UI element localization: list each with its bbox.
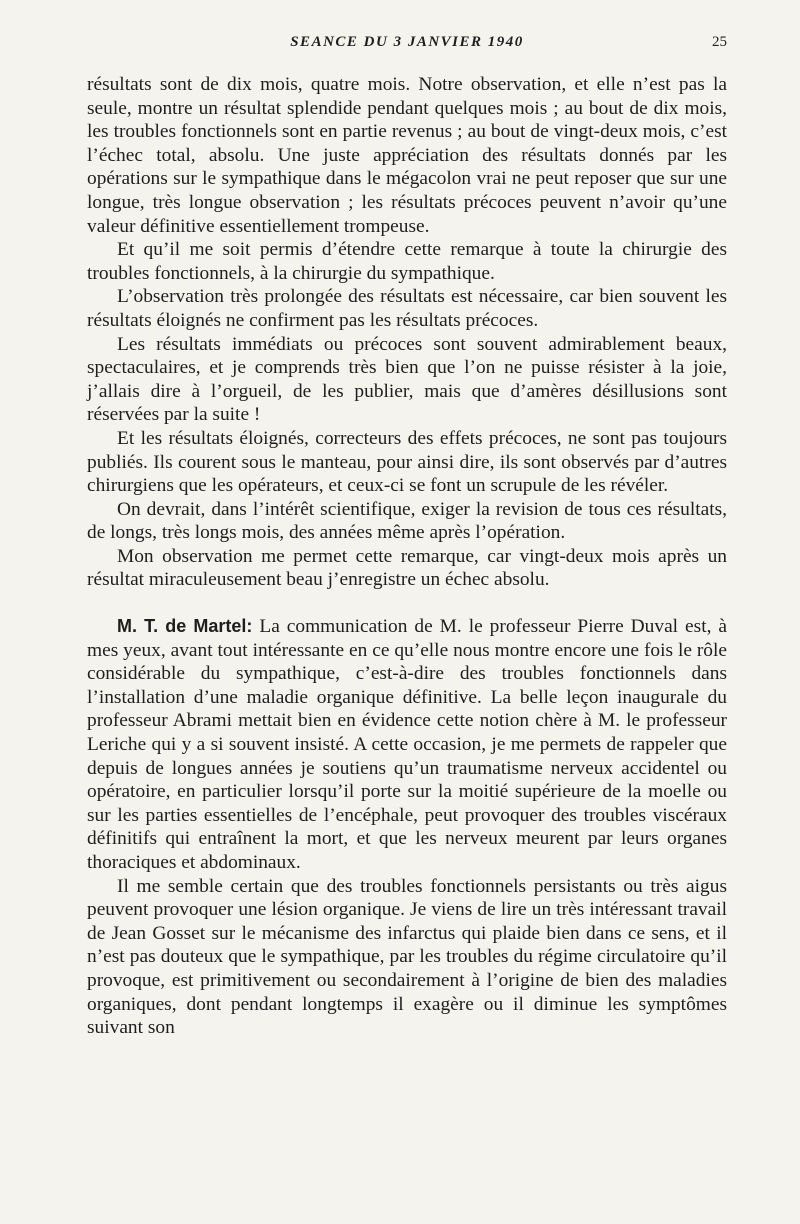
header-title: SEANCE DU 3 JANVIER 1940 xyxy=(290,34,524,50)
speaker-name: M. T. de Martel: xyxy=(117,616,253,637)
paragraph: Il me semble certain que des troubles fonctionnels persistants ou très aigus peuvent provoquer une lésion organique. Je viens de lire un très intéressant travail de Jean Gosset sur le mécanisme des infarctus qui plaide bien dans ce sens, et il n’est pas douteux que le sympathique, par les troubles du régime circulatoire qu’il provoque, est primitivement ou secondairement à l’origine de bien des maladies organiques, dont pendant longtemps il exagère ou il diminue les symptômes suivant son xyxy=(87,875,727,1039)
page-number: 25 xyxy=(712,34,727,50)
paragraph: On devrait, dans l’intérêt scientifique, exiger la revision de tous ces résultats, de longs, très longs mois, des années même après l’opération. xyxy=(87,498,727,544)
paragraph: Mon observation me permet cette remarque, car vingt-deux mois après un résultat miraculeusement beau j’enregistre un échec absolu. xyxy=(87,545,727,591)
discussion-text: La communication de M. le professeur Pierre Duval est, à mes yeux, avant tout intéressante en ce qu’elle nous montre encore une fois le rôle considérable du sympathique, c’est-à-dire des troubles fonctionnels dans l’installation d’une maladie organique définitive. La belle leçon inaugurale du professeur Abrami mettait bien en évidence cette notion chère à M. le professeur Leriche qui y a si souvent insisté. A cette occasion, je me permets de rappeler que depuis de longues années je soutiens qu’un traumatisme nerveux accidentel ou opératoire, en particulier lorsqu’il porte sur la moitié supérieure de la moelle ou sur les parties essentielles de l’encéphale, peut provoquer des troubles viscéraux définitifs qui entraînent la mort, et que les nerveux meurent par leurs organes thoraciques et abdominaux. xyxy=(87,616,727,873)
discussion-paragraph xyxy=(87,615,727,875)
paragraph: L’observation très prolongée des résultats est nécessaire, car bien souvent les résultats éloignés ne confirment pas les résultats précoces. xyxy=(87,286,727,331)
text-body xyxy=(87,73,727,1040)
paragraph: Et qu’il me soit permis d’étendre cette remarque à toute la chirurgie des troubles fonctionnels, à la chirurgie du sympathique. xyxy=(87,239,727,284)
running-header xyxy=(87,34,727,54)
paragraph: Et les résultats éloignés, correcteurs des effets précoces, ne sont pas toujours publiés. Ils courent sous le manteau, pour ainsi dire, ils sont observés par d’autres chirurgiens que les opérateurs, et ceux-ci se font un scrupule de les révéler. xyxy=(87,427,727,497)
paragraph: résultats sont de dix mois, quatre mois. Notre observation, et elle n’est pas la seule, montre un résultat splendide pendant quelques mois ; au bout de dix mois, les troubles fonctionnels sont en partie revenus ; au bout de vingt-deux mois, c’est l’échec total, absolu. Une juste appréciation des résultats donnés par les opérations sur le sympathique dans le mégacolon vrai ne peut reposer que sur une longue, très longue observation ; les résultats précoces peuvent n’avoir qu’une valeur définitive essentiellement trompeuse. xyxy=(87,74,727,237)
paragraph: Les résultats immédiats ou précoces sont souvent admirablement beaux, spectaculaires, et je comprends très bien que l’on ne puisse résister à la joie, j’allais dire à l’orgueil, de les publier, mais que d’amères désillusions sont réservées par la suite ! xyxy=(87,333,727,426)
